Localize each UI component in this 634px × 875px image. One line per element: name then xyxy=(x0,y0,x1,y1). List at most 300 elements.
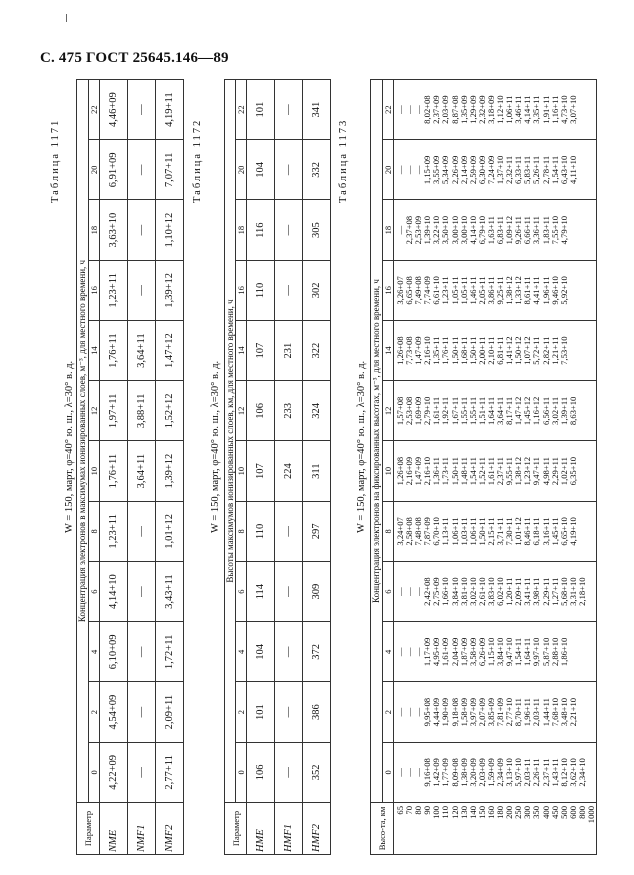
table-cell: 1,50+12 xyxy=(513,336,524,365)
table-cell: — xyxy=(395,768,405,777)
table-cell: 2,82+11 xyxy=(540,336,551,365)
table-cell: 9,26+11 xyxy=(513,216,524,245)
table-cell: 2,79+10 xyxy=(422,396,433,426)
table-cell: 1,47+09 xyxy=(413,336,424,365)
table-cell: 107 xyxy=(247,441,275,501)
param-header: Параметр xyxy=(77,803,100,855)
table-row xyxy=(100,80,128,855)
table-cell: 2,32+11 xyxy=(504,155,515,184)
table-cell: 114 xyxy=(247,562,275,622)
table-cell: 7,81+09 xyxy=(495,697,506,727)
altitude-value: 500 xyxy=(558,806,569,819)
table-cell: 4,14+10 xyxy=(100,562,128,622)
hour-header: 4 xyxy=(89,622,100,682)
table-cell: 3,24+07 xyxy=(395,517,405,546)
table-cell: 324 xyxy=(303,381,331,441)
hour-header: 10 xyxy=(383,441,394,501)
table-cell: 104 xyxy=(247,622,275,682)
table-1172-label: Таблица 1172 xyxy=(192,118,203,203)
table-cell: — xyxy=(395,587,405,596)
hour-header: 6 xyxy=(89,562,100,622)
table-cell: 2,18+10 xyxy=(576,577,587,606)
altitude-value: 110 xyxy=(440,806,451,819)
table-cell: 1,37+10 xyxy=(495,155,506,185)
table-cell: 1,76+11 xyxy=(100,321,128,381)
table-cell: 1,26+08 xyxy=(395,336,405,365)
table-cell: 3,20+09 xyxy=(467,758,478,787)
table-cell: 8,09+08 xyxy=(449,758,460,787)
hour-header: 22 xyxy=(236,80,247,140)
value-column xyxy=(394,742,597,802)
table-cell: 8,87+08 xyxy=(449,95,460,124)
table-cell: 3,00+10 xyxy=(449,215,460,245)
value-column xyxy=(394,200,597,260)
table-cell: 352 xyxy=(303,742,331,802)
table-cell: 6,91+09 xyxy=(100,140,128,200)
table-cell: — xyxy=(275,501,303,561)
table-cell: 2,77+11 xyxy=(156,742,184,802)
hour-header: 6 xyxy=(383,562,394,622)
table-cell: 3,16+11 xyxy=(540,517,551,546)
table-row xyxy=(303,80,331,855)
altitude-value: 140 xyxy=(467,806,478,819)
table-cell: 4,14+10 xyxy=(467,215,478,245)
hour-header: 18 xyxy=(89,200,100,260)
table-cell: 2,26+11 xyxy=(531,758,542,787)
table-cell: 9,46+10 xyxy=(549,276,560,305)
table-cell: 1,86+10 xyxy=(558,637,569,667)
hour-header: 22 xyxy=(89,80,100,140)
hour-header: 18 xyxy=(236,200,247,260)
table-cell: 1,72+11 xyxy=(156,622,184,682)
table-cell: 3,13+10 xyxy=(504,758,515,787)
table-cell: 116 xyxy=(247,200,275,260)
table-cell: 1,55+11 xyxy=(458,396,469,425)
table-cell: 1,02+11 xyxy=(558,457,569,486)
value-column xyxy=(394,562,597,622)
param-label: HMF2 xyxy=(303,803,331,855)
altitude-value: 1000 xyxy=(585,806,596,824)
table-cell: 1,01+12 xyxy=(513,517,524,546)
table-cell: 1,38+12 xyxy=(513,456,524,486)
table-cell: 1,92+11 xyxy=(440,396,451,425)
table-cell: 341 xyxy=(303,80,331,140)
table-1171-caption: W = 150, март, φ=40° ю. ш., λ=30° в. д. xyxy=(64,360,75,533)
table-cell: 2,29+11 xyxy=(540,577,551,606)
table-cell: 3,02+10 xyxy=(467,577,478,606)
table-cell: — xyxy=(128,200,156,260)
table-cell: 1,20+11 xyxy=(504,577,515,606)
table-cell: 3,64+11 xyxy=(128,441,156,501)
table-cell: — xyxy=(275,260,303,320)
table-cell: 4,44+09 xyxy=(431,697,442,727)
table-cell: 3,86+11 xyxy=(485,276,496,305)
table-cell: — xyxy=(128,501,156,561)
table-cell: 7,48+08 xyxy=(413,517,424,546)
table-cell: 1,42+09 xyxy=(431,758,442,787)
table-cell: 1,46+11 xyxy=(467,276,478,305)
table-cell: 8,70+11 xyxy=(513,698,524,727)
table-cell: 1,41+12 xyxy=(504,336,515,365)
table-cell: 1,68+11 xyxy=(458,336,469,365)
table-cell: — xyxy=(128,562,156,622)
table-cell: 4,95+09 xyxy=(431,637,442,667)
hour-header: 16 xyxy=(236,260,247,320)
hour-header: 20 xyxy=(236,140,247,200)
hour-header: 14 xyxy=(89,321,100,381)
table-cell: 3,35+11 xyxy=(531,95,542,124)
hour-header: 8 xyxy=(236,501,247,561)
rotated-tables xyxy=(40,63,600,863)
table-cell: — xyxy=(413,768,424,777)
table-cell: — xyxy=(275,622,303,682)
table-cell: 9,16+08 xyxy=(422,758,433,787)
table-cell: 1,76+11 xyxy=(440,336,451,365)
table-cell: — xyxy=(404,105,415,114)
table-cell: 2,21+10 xyxy=(567,697,578,727)
table-cell: 3,98+11 xyxy=(531,577,542,606)
table-cell: 1,44+11 xyxy=(540,698,551,727)
altitude-value: 200 xyxy=(504,806,515,819)
alt-header: Высо-та, км xyxy=(371,803,394,855)
param-label: NMF2 xyxy=(156,803,184,855)
table-cell: 2,15+11 xyxy=(485,517,496,546)
table-row xyxy=(275,80,303,855)
table-cell: 1,15+10 xyxy=(485,637,496,667)
table-cell: 2,03+09 xyxy=(440,95,451,124)
table-cell: — xyxy=(395,165,405,175)
table-cell: 6,65+08 xyxy=(404,276,415,305)
table-cell: 231 xyxy=(275,321,303,381)
altitude-value: 250 xyxy=(513,806,524,819)
table-cell: 6,61+10 xyxy=(431,276,442,305)
value-column xyxy=(394,80,597,140)
table-cell: 1,38+12 xyxy=(504,276,515,305)
table-cell: 2,37+08 xyxy=(404,215,415,245)
table-cell: 4,14+11 xyxy=(522,95,533,124)
table-cell: 1,23+12 xyxy=(522,456,533,486)
table-cell: 4,73+10 xyxy=(558,95,569,124)
table-cell: — xyxy=(395,647,405,657)
table-cell: 3,22+10 xyxy=(431,215,442,245)
table-cell: 110 xyxy=(247,260,275,320)
table-cell: 1,27+11 xyxy=(549,577,560,606)
table-cell: — xyxy=(275,562,303,622)
hour-header: 4 xyxy=(236,622,247,682)
table-cell: 1,67+11 xyxy=(449,396,460,425)
table-cell: 2,16+09 xyxy=(404,456,415,486)
table-cell: 6,35+10 xyxy=(567,456,578,486)
table-cell: — xyxy=(395,707,405,717)
table-cell: 1,90+09 xyxy=(440,697,451,727)
table-cell: — xyxy=(128,742,156,802)
value-column xyxy=(394,381,597,441)
table-cell: 3,71+11 xyxy=(495,517,506,546)
hour-header: 16 xyxy=(383,260,394,320)
table-cell: 3,83+10 xyxy=(485,577,496,606)
table-cell: 1,06+11 xyxy=(449,517,460,546)
table-cell: 7,24+09 xyxy=(485,155,496,185)
table-cell: 322 xyxy=(303,321,331,381)
table-cell: 2,16+10 xyxy=(422,456,433,486)
table-cell: 6,56+11 xyxy=(540,396,551,425)
table-cell: 3,48+10 xyxy=(558,697,569,727)
value-column xyxy=(394,140,597,200)
table-1173-caption: W = 150, март, φ=40° ю. ш., λ=30° в. д. xyxy=(356,360,367,533)
table-cell: 5,97+10 xyxy=(513,758,524,787)
altitude-column xyxy=(394,803,597,855)
table-cell: 1,43+11 xyxy=(549,758,560,787)
table-cell: — xyxy=(395,105,405,114)
table-cell: 1,16+12 xyxy=(531,396,542,426)
table-cell: 1,66+10 xyxy=(440,577,451,606)
table-cell: 1,59+09 xyxy=(485,758,496,787)
table-cell: 1,23+11 xyxy=(440,276,451,305)
table-cell: 3,62+10 xyxy=(567,758,578,787)
table-cell: 1,39+10 xyxy=(422,215,433,245)
table-cell: 1,01+12 xyxy=(156,501,184,561)
table-cell: 6,02+10 xyxy=(495,577,506,606)
table-cell: 1,91+11 xyxy=(540,95,551,124)
table-1172-caption: W = 150, март, φ=40° ю. ш., λ=30° в. д. xyxy=(210,360,221,533)
table-cell: 3,88+11 xyxy=(128,381,156,441)
table-cell: 3,00+10 xyxy=(458,215,469,245)
table-cell: 1,54+11 xyxy=(513,637,524,666)
table-cell: 8,46+11 xyxy=(522,517,533,546)
table-cell: 1,47+12 xyxy=(156,321,184,381)
table-cell: 6,10+09 xyxy=(100,622,128,682)
table-cell: 1,58+09 xyxy=(458,697,469,727)
table-cell: 9,47+10 xyxy=(504,637,515,667)
table-cell: 7,49+08 xyxy=(413,276,424,305)
table-cell: 5,92+10 xyxy=(558,276,569,305)
hour-header: 12 xyxy=(89,381,100,441)
table-cell: — xyxy=(128,80,156,140)
table-cell: 2,09+11 xyxy=(156,682,184,742)
table-cell: 1,35+09 xyxy=(458,95,469,124)
table-cell: 1,06+11 xyxy=(504,95,515,124)
table-cell: 2,03+11 xyxy=(531,698,542,727)
table-cell: 2,58+08 xyxy=(404,517,415,546)
table-cell: 1,97+11 xyxy=(100,381,128,441)
table-cell: 6,18+11 xyxy=(531,517,542,546)
table-cell: 106 xyxy=(247,742,275,802)
hour-header: 2 xyxy=(236,682,247,742)
hour-header: 8 xyxy=(89,501,100,561)
hour-header: 22 xyxy=(383,80,394,140)
table-cell: 3,50+10 xyxy=(440,215,451,245)
table-cell: 7,30+11 xyxy=(504,517,515,546)
table-cell: 6,26+09 xyxy=(476,637,487,667)
table-cell: 3,84+10 xyxy=(495,637,506,667)
value-column xyxy=(394,622,597,682)
table-cell: 3,41+11 xyxy=(522,577,533,606)
table-1172-subheader: Высоты максимумов ионизированных слоев, км, для местного времени, ч xyxy=(225,80,236,803)
table-cell: 4,54+09 xyxy=(100,682,128,742)
altitude-value: 450 xyxy=(549,806,560,819)
table-cell: — xyxy=(413,165,424,175)
hours-row xyxy=(236,80,247,855)
hour-header: 6 xyxy=(236,562,247,622)
table-cell: 2,14+09 xyxy=(458,155,469,185)
table-cell: 8,61+11 xyxy=(522,276,533,305)
table-cell: 104 xyxy=(247,140,275,200)
table-cell: 6,33+11 xyxy=(513,155,524,184)
table-cell: 233 xyxy=(275,381,303,441)
table-cell: 6,83+11 xyxy=(495,216,506,245)
table-cell: 2,77+10 xyxy=(504,697,515,727)
table-cell: 2,37+09 xyxy=(431,95,442,124)
table-cell: 7,55+10 xyxy=(549,215,560,245)
table-cell: 2,03+09 xyxy=(476,758,487,787)
table-cell: 9,55+11 xyxy=(504,457,515,486)
table-1172 xyxy=(224,79,331,855)
table-cell: 1,61+11 xyxy=(431,396,442,425)
altitude-value: 70 xyxy=(404,806,415,815)
table-cell: 1,54+11 xyxy=(467,457,478,486)
table-cell: 1,45+11 xyxy=(549,517,560,546)
altitude-value: 160 xyxy=(485,806,496,819)
table-cell: 1,76+11 xyxy=(100,441,128,501)
value-column xyxy=(394,321,597,381)
table-cell: 1,64+11 xyxy=(485,396,496,425)
table-cell: — xyxy=(128,260,156,320)
table-cell: — xyxy=(275,742,303,802)
table-cell: 1,54+11 xyxy=(549,155,560,184)
table-cell: — xyxy=(404,587,415,596)
table-cell: 1,61+11 xyxy=(485,457,496,486)
altitude-value: 150 xyxy=(476,806,487,819)
value-column xyxy=(394,682,597,742)
table-1173-label: Таблица 1173 xyxy=(338,118,349,203)
hour-header: 8 xyxy=(383,501,394,561)
table-cell: 8,02+08 xyxy=(422,95,433,124)
altitude-value: 120 xyxy=(449,806,460,819)
table-cell: 1,39+11 xyxy=(558,396,569,425)
table-cell: 9,47+11 xyxy=(531,457,542,486)
altitude-value: 100 xyxy=(431,806,442,819)
table-cell: 7,68+10 xyxy=(549,697,560,727)
table-cell: 1,87+09 xyxy=(458,637,469,667)
table-cell: 2,53+09 xyxy=(413,215,424,245)
table-cell: 1,23+11 xyxy=(100,260,128,320)
table-cell: 101 xyxy=(247,682,275,742)
table-cell: 5,87+10 xyxy=(540,637,551,667)
table-cell: 2,88+10 xyxy=(549,637,560,667)
table-row xyxy=(128,80,156,855)
param-label: HME xyxy=(247,803,275,855)
table-cell: 1,50+11 xyxy=(449,457,460,486)
hour-header: 0 xyxy=(236,742,247,802)
hours-row xyxy=(383,80,394,855)
table-cell: 1,61+09 xyxy=(440,637,451,667)
table-cell: 4,79+10 xyxy=(558,215,569,245)
altitude-value: 180 xyxy=(495,806,506,819)
table-cell: 2,59+09 xyxy=(467,155,478,185)
altitude-value: 90 xyxy=(422,806,433,815)
table-cell: 5,83+11 xyxy=(522,155,533,184)
table-cell: 8,17+11 xyxy=(504,396,515,425)
table-cell: 1,12+10 xyxy=(495,95,506,124)
altitude-value: 350 xyxy=(531,806,542,819)
table-cell: 6,65+10 xyxy=(558,517,569,546)
param-label: NME xyxy=(100,803,128,855)
hour-header: 20 xyxy=(89,140,100,200)
table-cell: 2,32+09 xyxy=(476,95,487,124)
altitude-value: 400 xyxy=(540,806,551,819)
table-1171-label: Таблица 1171 xyxy=(50,118,61,203)
table-cell: 8,12+10 xyxy=(558,758,569,787)
table-cell: — xyxy=(128,140,156,200)
table-cell: 107 xyxy=(247,321,275,381)
table-cell: 2,03+11 xyxy=(522,758,533,787)
table-cell: 1,39+12 xyxy=(156,441,184,501)
table-cell: 2,10+11 xyxy=(485,336,496,365)
table-cell: 1,50+11 xyxy=(449,336,460,365)
table-cell: 1,10+12 xyxy=(156,200,184,260)
table-cell: 2,29+11 xyxy=(549,457,560,486)
table-cell: 7,73+08 xyxy=(404,336,415,365)
table-cell: 1,83+11 xyxy=(540,216,551,245)
table-cell: 1,52+12 xyxy=(156,381,184,441)
table-cell: 3,43+11 xyxy=(156,562,184,622)
hour-header: 0 xyxy=(89,742,100,802)
table-cell: 3,64+11 xyxy=(128,321,156,381)
table-cell: 1,39+12 xyxy=(156,260,184,320)
table-cell: 3,55+09 xyxy=(431,155,442,185)
table-cell: 1,47+09 xyxy=(413,456,424,486)
table-cell: 1,69+09 xyxy=(413,396,424,426)
hour-header: 14 xyxy=(383,321,394,381)
table-cell: 2,26+09 xyxy=(449,155,460,185)
hour-header: 14 xyxy=(236,321,247,381)
table-cell: 2,78+11 xyxy=(540,155,551,184)
table-cell: 7,74+09 xyxy=(422,276,433,305)
table-cell: 1,09+12 xyxy=(504,215,515,245)
value-column xyxy=(394,260,597,320)
table-cell: 2,37+11 xyxy=(495,457,506,486)
table-cell: 6,79+10 xyxy=(476,215,487,245)
table-cell: 6,43+10 xyxy=(558,155,569,185)
table-cell: 2,16+10 xyxy=(422,336,433,365)
table-cell: 1,47+12 xyxy=(513,396,524,426)
hour-header: 2 xyxy=(383,682,394,742)
table-cell: 2,61+10 xyxy=(476,577,487,606)
table-cell: 1,33+12 xyxy=(513,276,524,305)
param-label: NMF1 xyxy=(128,803,156,855)
hour-header: 2 xyxy=(89,682,100,742)
table-cell: 6,70+10 xyxy=(431,517,442,546)
table-cell: — xyxy=(413,707,424,717)
altitude-value: 600 xyxy=(567,806,578,819)
hour-header: 16 xyxy=(89,260,100,320)
hour-header: 20 xyxy=(383,140,394,200)
table-cell: 311 xyxy=(303,441,331,501)
table-cell: 1,51+11 xyxy=(476,396,487,425)
table-cell: 3,26+07 xyxy=(395,276,405,305)
table-cell: 5,72+11 xyxy=(531,336,542,365)
table-cell: 332 xyxy=(303,140,331,200)
table-cell: — xyxy=(275,682,303,742)
table-cell: 1,21+11 xyxy=(549,336,560,365)
table-cell: 3,36+11 xyxy=(531,216,542,245)
table-cell: 1,64+11 xyxy=(522,637,533,666)
table-cell: 106 xyxy=(247,381,275,441)
table-1171-subheader: Концентрация электронов в максимумах ионизированных слоев, м⁻³, для местного времени, ч xyxy=(77,80,89,803)
table-row xyxy=(394,80,597,855)
table-cell: 6,81+11 xyxy=(495,336,506,365)
hour-header: 12 xyxy=(383,381,394,441)
